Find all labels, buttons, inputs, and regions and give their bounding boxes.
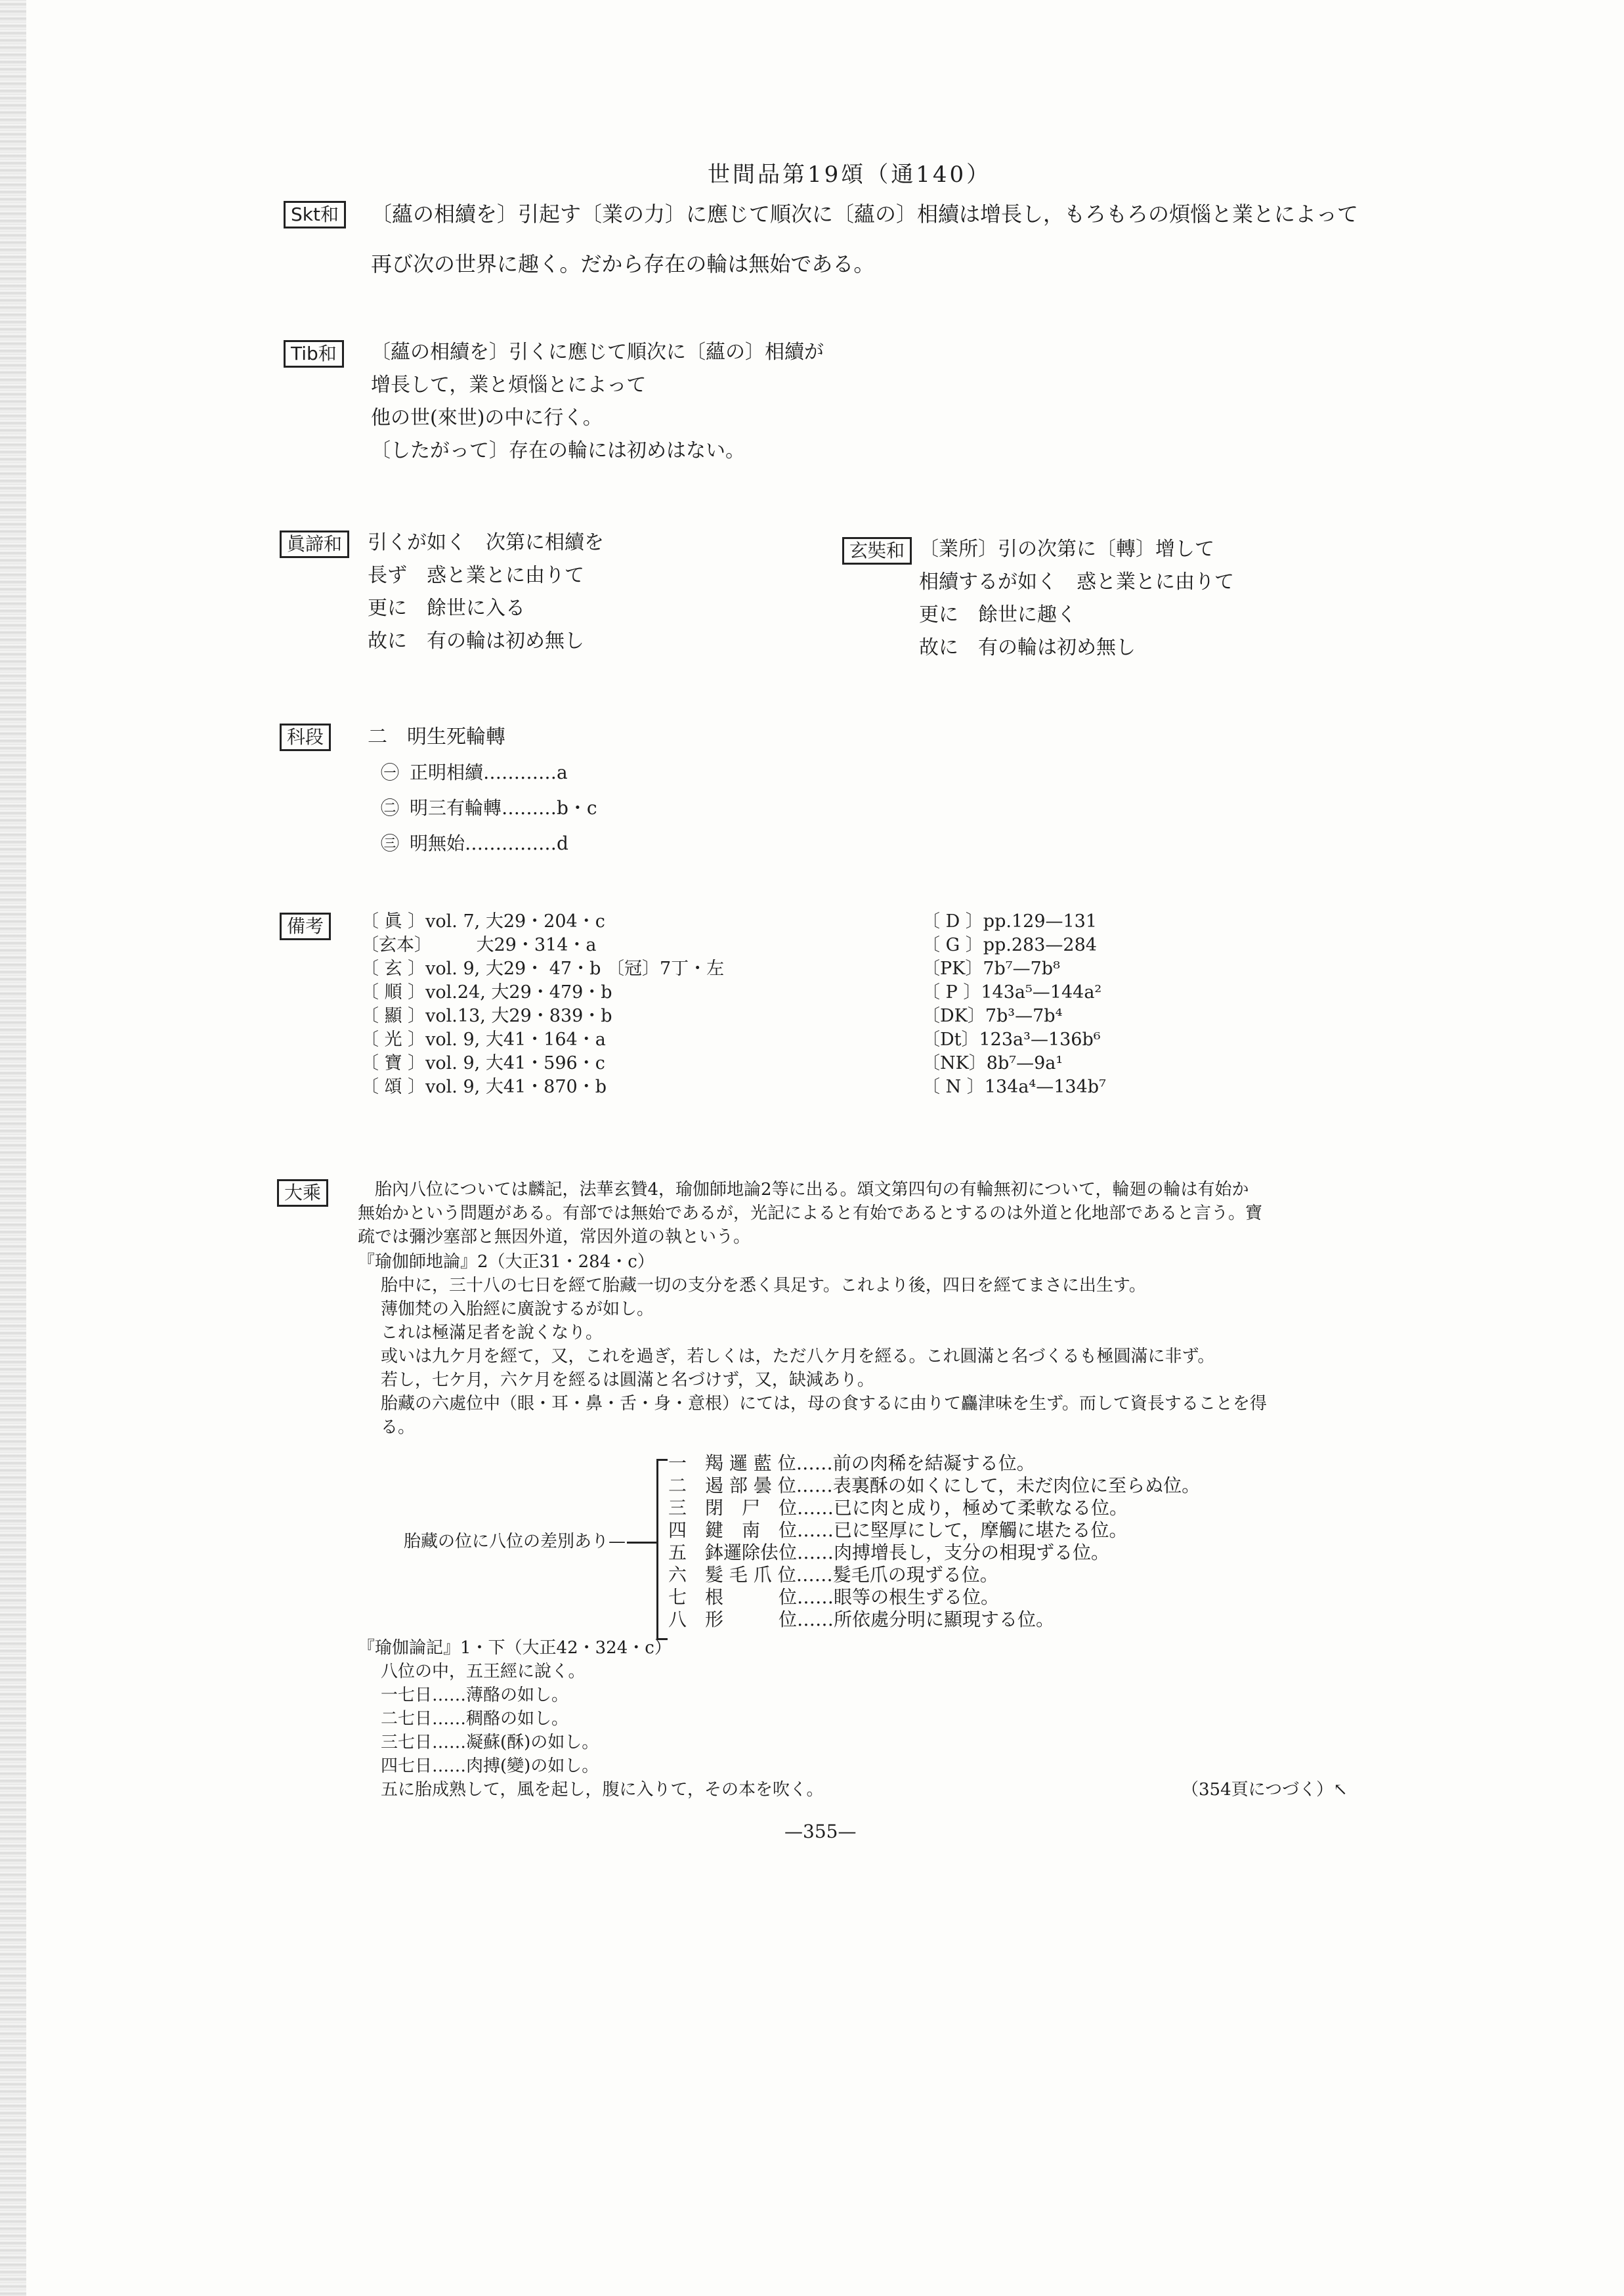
- skt-line-1: 〔蘊の相續を〕引起す〔業の力〕に應じて順次に〔蘊の〕相續は增長し，もろもろの煩惱と業とによって: [371, 202, 1359, 227]
- bracket-connector: [627, 1542, 656, 1544]
- skt-line-2: 再び次の世界に趣く。だから存在の輪は無始である。: [371, 251, 875, 276]
- kadan-item-text: 正明相續…………a: [410, 762, 568, 783]
- biko-left-list: [361, 910, 724, 1099]
- circled-two-icon: ㊁: [381, 797, 400, 819]
- ref2-line: 四七日……肉搏(變)の如し。: [381, 1756, 599, 1776]
- position-item: 四 鍵 南 位……已に堅厚にして，摩觸に堪たる位。: [668, 1519, 1128, 1541]
- list-bracket: [656, 1459, 668, 1640]
- ref2-line: 五に胎成熟して，風を起し，腹に入りて，その本を吹く。: [381, 1780, 824, 1800]
- circled-three-icon: ㊂: [381, 833, 400, 854]
- tib-tag: Tib和: [284, 340, 344, 368]
- ref2-line: 三七日……凝蘇(酥)の如し。: [381, 1733, 599, 1752]
- tib-line: 他の世(來世)の中に行く。: [371, 406, 603, 429]
- daijo-para-line: 疏では彌沙塞部と無因外道，常因外道の執という。: [358, 1227, 751, 1247]
- shintai-line: 長ず 惑と業とに由りて: [368, 564, 584, 587]
- biko-ref: 〔PK〕7b⁷—7b⁸: [922, 959, 1060, 979]
- biko-ref: 〔Dt〕123a³—136b⁶: [922, 1029, 1101, 1050]
- ref2-line: 八位の中，五王經に說く。: [381, 1662, 586, 1681]
- biko-ref: 〔NK〕8b⁷—9a¹: [922, 1053, 1063, 1073]
- daijo-para-line: 胎內八位については麟記，法華玄贊4，瑜伽師地論2等に出る。頌文第四句の有輪無初について，輪廻の輪は有始か: [358, 1180, 1249, 1200]
- kadan-item: [381, 826, 597, 861]
- biko-ref: 〔玄本〕 大29・314・a: [361, 935, 597, 955]
- genjo-line: 相續するが如く 惑と業とに由りて: [919, 571, 1234, 594]
- kadan-item-text: 明三有輪轉………b・c: [410, 797, 597, 819]
- biko-ref: 〔 G 〕pp.283—284: [922, 935, 1097, 955]
- kadan-heading: 二 明生死輪轉: [368, 726, 505, 748]
- shintai-line: 故に 有の輪は初め無し: [368, 630, 584, 653]
- genjo-line: 〔業所〕引の次第に〔轉〕增して: [919, 538, 1214, 561]
- kadan-item-text: 明無始……………d: [410, 833, 568, 854]
- position-item: 一 羯 邏 藍 位……前の肉稀を結凝する位。: [668, 1452, 1035, 1474]
- ref1-line: 或いは九ケ月を經て，又，これを過ぎ，若しくは，ただ八ケ月を經る。これ圓滿と名づくるも極圓滿に非ず。: [381, 1347, 1215, 1366]
- ref1-line: これは極滿足者を說くなり。: [381, 1323, 603, 1343]
- circled-one-icon: ㊀: [381, 762, 400, 783]
- ref-yogaronki: 『瑜伽論記』1・下（大正42・324・c）: [358, 1638, 672, 1658]
- biko-ref: 〔 寶 〕vol. 9, 大41・596・c: [361, 1053, 605, 1073]
- ref1-line: 薄伽梵の入胎經に廣說するが如し。: [381, 1299, 654, 1319]
- position-item: 三 閉 尸 位……已に肉と成り，極めて柔軟なる位。: [668, 1497, 1128, 1519]
- tib-line: 增長して，業と煩惱とによって: [371, 374, 647, 397]
- ref-yogacarabhumi: 『瑜伽師地論』2（大正31・284・c）: [358, 1252, 654, 1272]
- position-item: 八 形 位……所依處分明に顯現する位。: [668, 1609, 1055, 1630]
- genjo-line: 故に 有の輪は初め無し: [919, 636, 1136, 659]
- kadan-list: [381, 755, 597, 861]
- biko-ref: 〔 光 〕vol. 9, 大41・164・a: [361, 1029, 606, 1050]
- shintai-line: 更に 餘世に入る: [368, 597, 525, 620]
- ref2-line: 一七日……薄酪の如し。: [381, 1685, 569, 1705]
- ref1-line: 胎中に，三十八の七日を經て胎藏一切の支分を悉く具足す。これより後，四日を經てまさに出生す。: [381, 1276, 1146, 1295]
- daijo-tag: 大乘: [277, 1179, 328, 1207]
- shintai-tag: 眞諦和: [280, 531, 349, 558]
- biko-ref: 〔 眞 〕vol. 7, 大29・204・c: [361, 911, 605, 932]
- genjo-block: [919, 533, 1234, 664]
- position-item: 五 鉢邏除佉位……肉搏增長し，支分の相現ずる位。: [668, 1542, 1110, 1563]
- position-item: 七 根 位……眼等の根生ずる位。: [668, 1586, 1000, 1608]
- position-item: 六 髮 毛 爪 位……髮毛爪の現ずる位。: [668, 1564, 998, 1586]
- ref1-line: る。: [381, 1418, 416, 1437]
- biko-tag: 備考: [280, 913, 331, 940]
- tib-block: [371, 336, 824, 467]
- ref1-body: [381, 1274, 1267, 1439]
- biko-ref: 〔 顯 〕vol.13, 大29・839・b: [361, 1006, 612, 1026]
- shintai-block: [368, 527, 604, 658]
- kadan-item: [381, 755, 597, 791]
- skt-tag: Skt和: [284, 201, 346, 228]
- page-number: —355—: [784, 1821, 857, 1842]
- biko-ref: 〔 N 〕134a⁴—134b⁷: [922, 1077, 1106, 1097]
- daijo-paragraph: [358, 1178, 1262, 1249]
- continued-note: （354頁につづく）↖: [1182, 1780, 1348, 1800]
- biko-ref: 〔 玄 〕vol. 9, 大29・ 47・b 〔冠〕7丁・左: [361, 959, 725, 979]
- ref2-body: [381, 1660, 823, 1802]
- kadan-tag: 科段: [280, 724, 331, 751]
- shintai-line: 引くが如く 次第に相續を: [368, 531, 604, 554]
- biko-ref: 〔 頌 〕vol. 9, 大41・870・b: [361, 1077, 607, 1097]
- ref1-line: 胎藏の六處位中（眼・耳・鼻・舌・身・意根）にては，母の食するに由りて麤津味を生ず。而して資長することを得: [381, 1394, 1267, 1414]
- scan-margin-edge: [0, 0, 26, 2296]
- tib-line: 〔蘊の相續を〕引くに應じて順次に〔蘊の〕相續が: [371, 341, 824, 364]
- biko-ref: 〔 D 〕pp.129—131: [922, 911, 1098, 932]
- kadan-item: [381, 791, 597, 826]
- eight-positions-list: [668, 1452, 1200, 1631]
- biko-right-list: [922, 910, 1106, 1099]
- ref1-line: 若し，七ケ月，六ケ月を經るは圓滿と名づけず，又，缺減あり。: [381, 1370, 874, 1390]
- biko-ref: 〔 順 〕vol.24, 大29・479・b: [361, 982, 612, 1003]
- position-item: 二 遏 部 曇 位……表裏酥の如くにして，未だ肉位に至らぬ位。: [668, 1475, 1201, 1496]
- ref2-line: 二七日……稠酪の如し。: [381, 1709, 569, 1729]
- genjo-tag: 玄奘和: [842, 537, 912, 565]
- daijo-para-line: 無始かという問題がある。有部では無始であるが，光記によると有始であるとするのは外道と化地部であると言う。寶: [358, 1203, 1263, 1223]
- genjo-line: 更に 餘世に趣く: [919, 603, 1077, 626]
- eight-positions-label: 胎藏の位に八位の差別あり—: [404, 1532, 626, 1551]
- page-title: 世間品第19頌（通140）: [708, 162, 992, 188]
- biko-ref: 〔DK〕7b³—7b⁴: [922, 1006, 1063, 1026]
- biko-ref: 〔 P 〕143a⁵—144a²: [922, 982, 1102, 1003]
- tib-line: 〔したがって〕存在の輪には初めはない。: [371, 439, 745, 462]
